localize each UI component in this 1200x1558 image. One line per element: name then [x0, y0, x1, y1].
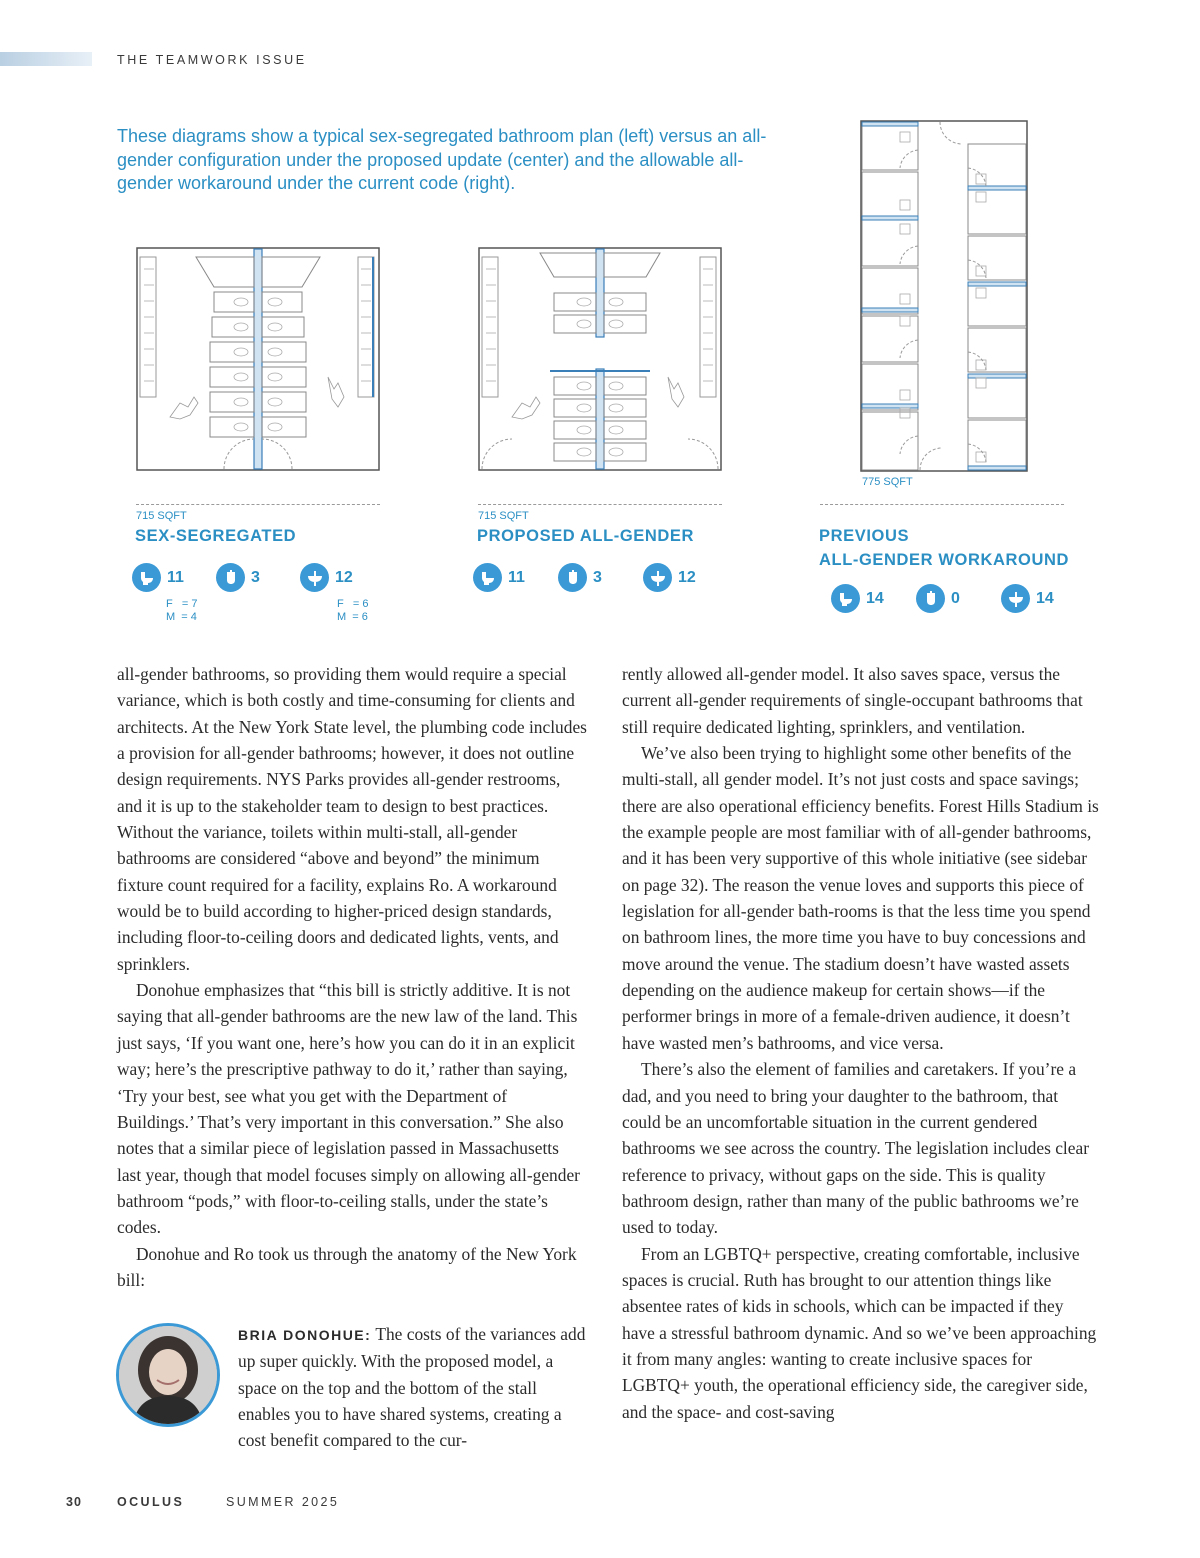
urinal-count [216, 563, 260, 592]
urinal-count-value: 3 [251, 568, 260, 586]
sink-icon [300, 563, 329, 592]
divider [136, 504, 380, 505]
toilet-count [473, 563, 525, 592]
toilet-count-value: 14 [866, 589, 884, 607]
sink-count [1001, 584, 1054, 613]
urinal-icon [558, 563, 587, 592]
plan-sqft: 715 SQFT [478, 510, 529, 522]
floor-plan-proposed-all-gender [478, 247, 722, 472]
toilet-count [831, 584, 884, 613]
urinal-count [558, 563, 602, 592]
urinal-icon [916, 584, 945, 613]
body-paragraph: all-gender bathrooms, so providing them would require a special variance, which is both costly and time-consuming for clients and architects. At the New York State level, the plumbing code includes a provision for all-gender bathrooms; however, it does not outline design requirements. NYS Parks provides all-gender restrooms, and it is up to the stakeholder team to design to best practices. Without the variance, toilets within multi-stall, all-gender bathrooms are considered “above and beyond” the minimum fixture count required for a facility, explains Ro. A workaround would be to build according to higher-priced design standards, including floor-to-ceiling doors and dedicated lights, vents, and sprinklers. [117, 664, 587, 974]
plan-title-line1: PREVIOUS [819, 527, 910, 545]
body-paragraph: rently allowed all-gender model. It also saves space, versus the current all-gender requirements of single-occupant bathrooms that still require dedicated lighting, sprinklers, and ventilation. [622, 664, 1083, 737]
toilet-gender-split: F = 7 M = 4 [166, 598, 198, 623]
floor-plan-previous-workaround [860, 120, 1030, 472]
toilet-count-value: 11 [167, 568, 184, 586]
body-column-left [117, 661, 587, 1293]
body-paragraph: There’s also the element of families and caretakers. If you’re a dad, and you need to bring your daughter to the bathroom, that could be an uncomfortable situation in the current gendered bathrooms we see across the country. The legislation includes clear reference to privacy, without gaps on the side. This is quality bathroom design, rather than many of the public bathrooms we’re used to today. [622, 1059, 1089, 1238]
toilet-icon [831, 584, 860, 613]
divider [478, 504, 722, 505]
section-header: THE TEAMWORK ISSUE [117, 53, 307, 67]
body-paragraph: Donohue emphasizes that “this bill is strictly additive. It is not saying that all-gender bathrooms are the new law of the land. This just says, ‘If you want one, here’s how you can do it in an explicit way; here’s the prescriptive pathway to do it,’ rather than saying, ‘Try your best, see what you get with the Department of Buildings.’ That’s very important in this conversation.” She also notes that a similar piece of legislation passed in Massachusetts last year, though that model focuses simply on allowing all-gender bathroom “pods,” with floor-to-ceiling stalls, under the state’s codes. [117, 980, 580, 1238]
plan-sqft: 775 SQFT [862, 476, 913, 488]
header-accent-bar [0, 52, 92, 66]
plan-title: SEX-SEGREGATED [135, 527, 297, 545]
plan-title: PROPOSED ALL-GENDER [477, 527, 695, 545]
avatar-bria-donohue [116, 1323, 220, 1427]
toilet-count-value: 11 [508, 568, 525, 586]
interview-quote [238, 1321, 588, 1454]
body-paragraph: Donohue and Ro took us through the anatomy of the New York bill: [117, 1243, 577, 1290]
sink-count [643, 563, 696, 592]
sink-count-value: 12 [335, 568, 353, 586]
quote-text: The costs of the variances add up super quickly. With the proposed model, a space on the top and the bottom of the stall enables you to have shared systems, creating a cost benefit compared to the cur- [238, 1324, 586, 1451]
floor-plan-sex-segregated [136, 247, 380, 472]
issue-date: SUMMER 2025 [226, 1495, 340, 1509]
urinal-icon [216, 563, 245, 592]
diagram-caption: These diagrams show a typical sex-segregated bathroom plan (left) versus an all-gender configuration under the proposed update (center) and the allowable all-gender workaround under the current code (right). [117, 126, 767, 193]
body-column-right [622, 661, 1100, 1425]
urinal-count-value: 3 [593, 568, 602, 586]
magazine-name: OCULUS [117, 1495, 185, 1509]
body-paragraph: We’ve also been trying to highlight some other benefits of the multi-stall, all gender model. It’s not just costs and space savings; there are also operational efficiency benefits. Forest Hills Stadium is the example people are most familiar with of all-gender bathrooms, and it has been very supportive of this whole initiative (see sidebar on page 32). The reason the venue loves and supports this piece of legislation for all-gender bath-rooms is that the less time you spend on bathroom lines, the more time you have to buy concessions and move around the venue. The stadium doesn’t have wasted assets depending on the audience makeup for certain shows—if the performer brings in more of a female-driven audience, it doesn’t have wasted men’s bathrooms, and vice versa. [622, 743, 1099, 1053]
toilet-icon [132, 563, 161, 592]
toilet-icon [473, 563, 502, 592]
sink-count-value: 12 [678, 568, 696, 586]
page-number: 30 [66, 1495, 82, 1509]
body-paragraph: From an LGBTQ+ perspective, creating comfortable, inclusive spaces is crucial. Ruth has brought to our attention things like absentee rates of kids in schools, which can be impacted if they have a stressful bathroom dynamic. And so we’ve been approaching it from many angles: wanting to create inclusive spaces for LGBTQ+ youth, the operational efficiency side, the caregiver side, and the space- and cost-saving [622, 1243, 1097, 1422]
speaker-name: BRIA DONOHUE: [238, 1327, 372, 1343]
sink-icon [643, 563, 672, 592]
sink-count-value: 14 [1036, 589, 1054, 607]
sink-icon [1001, 584, 1030, 613]
urinal-count-value: 0 [951, 589, 960, 607]
toilet-count [132, 563, 184, 592]
plan-sqft: 715 SQFT [136, 510, 187, 522]
sink-gender-split: F = 6 M = 6 [337, 598, 369, 623]
sink-count [300, 563, 353, 592]
urinal-count [916, 584, 960, 613]
plan-title-line2: ALL-GENDER WORKAROUND [819, 551, 1069, 569]
divider [820, 504, 1064, 505]
